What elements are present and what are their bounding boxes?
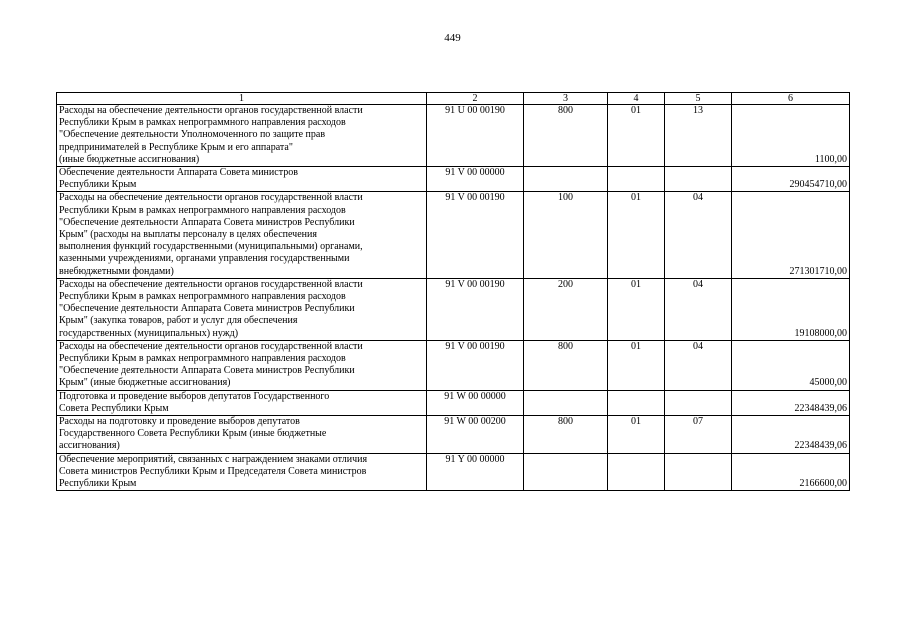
row-code: 91 V 00 00190	[427, 278, 524, 340]
table-row	[57, 453, 850, 491]
description-line: предпринимателей в Республике Крым и его аппарата"	[59, 141, 293, 153]
row-amount: 22348439,06	[732, 390, 850, 415]
row-subsection	[665, 167, 732, 192]
description-line: (иные бюджетные ассигнования)	[59, 153, 200, 165]
row-amount: 271301710,00	[732, 192, 850, 278]
description-line: Обеспечение деятельности Аппарата Совета министров	[59, 167, 298, 179]
row-expense-type: 200	[524, 278, 608, 340]
row-description	[57, 416, 427, 454]
row-section: 01	[608, 192, 665, 278]
row-subsection	[665, 453, 732, 491]
description-line: Совета Республики Крым	[59, 402, 169, 414]
table-row	[57, 192, 850, 278]
description-line: Совета министров Республики Крым и Председателя Совета министров	[59, 465, 367, 477]
description-line: Республики Крым в рамках непрограммного направления расходов	[59, 353, 346, 365]
row-expense-type: 800	[524, 105, 608, 167]
description-line: Крым" (закупка товаров, работ и услуг для обеспечения	[59, 315, 298, 327]
description-line: "Обеспечение деятельности Уполномоченного по защите прав	[59, 129, 326, 141]
row-section: 01	[608, 278, 665, 340]
row-code: 91 V 00 00190	[427, 340, 524, 390]
row-amount: 22348439,06	[732, 416, 850, 454]
row-expense-type: 800	[524, 416, 608, 454]
description-line: Республики Крым	[59, 179, 137, 191]
row-code: 91 W 00 00000	[427, 390, 524, 415]
description-line: Республики Крым в рамках непрограммного направления расходов	[59, 204, 346, 216]
table-row	[57, 340, 850, 390]
description-line: Республики Крым	[59, 478, 137, 490]
description-line: казенными учреждениями, органами управления государственными	[59, 253, 350, 265]
row-section: 01	[608, 416, 665, 454]
description-line: "Обеспечение деятельности Аппарата Совета министров Республики	[59, 216, 355, 228]
description-line: Подготовка и проведение выборов депутатов Государственного	[59, 390, 330, 402]
row-description	[57, 340, 427, 390]
description-line: государственных (муниципальных) нужд)	[59, 327, 239, 339]
row-description	[57, 105, 427, 167]
row-description	[57, 453, 427, 491]
description-line: ассигнования)	[59, 440, 120, 452]
col-header-5: 5	[665, 93, 732, 105]
row-subsection: 13	[665, 105, 732, 167]
description-line: Расходы на обеспечение деятельности органов государственной власти	[59, 105, 363, 116]
row-expense-type: 800	[524, 340, 608, 390]
table-row	[57, 390, 850, 415]
col-header-3: 3	[524, 93, 608, 105]
row-expense-type	[524, 167, 608, 192]
table-row	[57, 167, 850, 192]
col-header-1: 1	[57, 93, 427, 105]
description-line: выполнения функций государственными (муниципальными) органами,	[59, 241, 363, 253]
description-line: Расходы на подготовку и проведение выборов депутатов	[59, 416, 300, 428]
row-amount: 2166600,00	[732, 453, 850, 491]
budget-table	[56, 92, 850, 491]
row-description	[57, 278, 427, 340]
table-row	[57, 416, 850, 454]
row-subsection: 04	[665, 278, 732, 340]
description-line: Расходы на обеспечение деятельности органов государственной власти	[59, 340, 363, 352]
row-subsection: 07	[665, 416, 732, 454]
description-line: внебюджетными фондами)	[59, 265, 174, 277]
header-row	[57, 93, 850, 105]
row-section	[608, 453, 665, 491]
table-row	[57, 278, 850, 340]
row-expense-type	[524, 453, 608, 491]
row-amount: 290454710,00	[732, 167, 850, 192]
description-line: Крым" (иные бюджетные ассигнования)	[59, 377, 231, 389]
row-amount: 45000,00	[732, 340, 850, 390]
row-amount: 19108000,00	[732, 278, 850, 340]
col-header-2: 2	[427, 93, 524, 105]
row-section: 01	[608, 105, 665, 167]
description-line: Республики Крым в рамках непрограммного направления расходов	[59, 117, 346, 129]
row-expense-type: 100	[524, 192, 608, 278]
description-line: Государственного Совета Республики Крым (иные бюджетные	[59, 428, 327, 440]
row-subsection: 04	[665, 340, 732, 390]
row-section	[608, 390, 665, 415]
row-description	[57, 167, 427, 192]
row-code: 91 U 00 00190	[427, 105, 524, 167]
row-subsection	[665, 390, 732, 415]
row-subsection: 04	[665, 192, 732, 278]
row-expense-type	[524, 390, 608, 415]
row-description	[57, 390, 427, 415]
page-number: 449	[444, 32, 461, 44]
row-code: 91 W 00 00200	[427, 416, 524, 454]
description-line: "Обеспечение деятельности Аппарата Совета министров Республики	[59, 303, 355, 315]
row-code: 91 Y 00 00000	[427, 453, 524, 491]
col-header-4: 4	[608, 93, 665, 105]
row-section: 01	[608, 340, 665, 390]
row-code: 91 V 00 00000	[427, 167, 524, 192]
row-section	[608, 167, 665, 192]
description-line: Расходы на обеспечение деятельности органов государственной власти	[59, 192, 363, 204]
description-line: Расходы на обеспечение деятельности органов государственной власти	[59, 278, 363, 290]
description-line: Крым" (расходы на выплаты персоналу в целях обеспечения	[59, 229, 317, 241]
description-line: "Обеспечение деятельности Аппарата Совета министров Республики	[59, 365, 355, 377]
table-row	[57, 105, 850, 167]
col-header-6: 6	[732, 93, 850, 105]
row-code: 91 V 00 00190	[427, 192, 524, 278]
description-line: Обеспечение мероприятий, связанных с награждением знаками отличия	[59, 453, 368, 465]
row-description	[57, 192, 427, 278]
row-amount: 1100,00	[732, 105, 850, 167]
description-line: Республики Крым в рамках непрограммного направления расходов	[59, 291, 346, 303]
